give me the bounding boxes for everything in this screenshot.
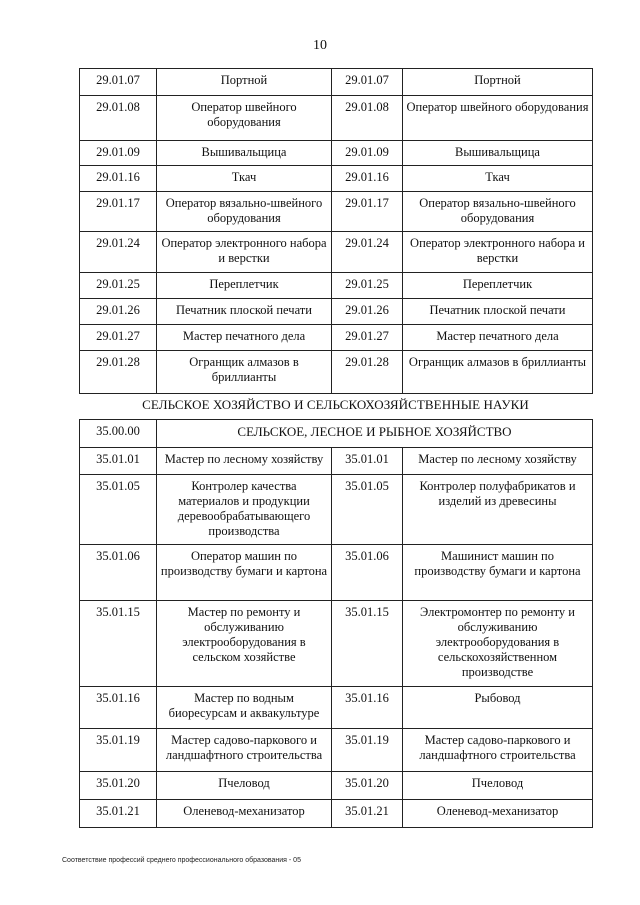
profession-right: Ткач [403, 166, 593, 192]
table-row [80, 232, 593, 273]
code-right: 29.01.07 [332, 69, 403, 96]
code-right: 29.01.27 [332, 325, 403, 351]
profession-left: Пчеловод [157, 772, 332, 800]
profession-right: Оператор вязально-швейного оборудования [403, 192, 593, 232]
table-row [80, 351, 593, 394]
table-row [80, 729, 593, 772]
profession-right: Вышивальщица [403, 141, 593, 166]
table-row [80, 325, 593, 351]
code-left: 29.01.27 [80, 325, 157, 351]
page-footer: Соответствие профессий среднего профессионального образования - 05 [62, 857, 301, 864]
code-right: 29.01.09 [332, 141, 403, 166]
code-right: 29.01.26 [332, 299, 403, 325]
profession-left: Мастер по лесному хозяйству [157, 448, 332, 475]
table-row [80, 772, 593, 800]
profession-left: Мастер по водным биоресурсам и аквакультуре [157, 687, 332, 729]
section-heading: СЕЛЬСКОЕ ХОЗЯЙСТВО И СЕЛЬСКОХОЗЯЙСТВЕННЫЕ НАУКИ [142, 397, 529, 412]
code-left: 35.01.20 [80, 772, 157, 800]
code-left: 35.01.19 [80, 729, 157, 772]
table-row [80, 800, 593, 828]
profession-right: Огранщик алмазов в бриллианты [403, 351, 593, 394]
profession-left: Портной [157, 69, 332, 96]
table-row [80, 545, 593, 601]
profession-right: Мастер по лесному хозяйству [403, 448, 593, 475]
table-row [80, 141, 593, 166]
table-row [80, 273, 593, 299]
code-right: 35.01.16 [332, 687, 403, 729]
professions-table-top [79, 68, 593, 394]
profession-left: Печатник плоской печати [157, 299, 332, 325]
code-right: 35.01.19 [332, 729, 403, 772]
code-right: 29.01.08 [332, 96, 403, 141]
profession-left: Контролер качества материалов и продукции деревообрабатывающего производства [157, 475, 332, 545]
profession-left: Мастер по ремонту и обслуживанию электрооборудования в сельском хозяйстве [157, 601, 332, 687]
code-left: 35.01.16 [80, 687, 157, 729]
code-right: 29.01.17 [332, 192, 403, 232]
profession-right: Мастер садово-паркового и ландшафтного строительства [403, 729, 593, 772]
profession-left: Мастер садово-паркового и ландшафтного строительства [157, 729, 332, 772]
profession-left: Вышивальщица [157, 141, 332, 166]
code-right: 35.01.01 [332, 448, 403, 475]
code-left: 35.01.06 [80, 545, 157, 601]
code-right: 35.01.05 [332, 475, 403, 545]
group-title: СЕЛЬСКОЕ, ЛЕСНОЕ И РЫБНОЕ ХОЗЯЙСТВО [157, 420, 593, 448]
profession-left: Ткач [157, 166, 332, 192]
profession-right: Электромонтер по ремонту и обслуживанию электрооборудования в сельскохозяйственном производстве [403, 601, 593, 687]
profession-left: Оператор вязально-швейного оборудования [157, 192, 332, 232]
code-left: 29.01.28 [80, 351, 157, 394]
code-left: 29.01.07 [80, 69, 157, 96]
code-right: 35.01.21 [332, 800, 403, 828]
code-right: 29.01.16 [332, 166, 403, 192]
code-right: 29.01.25 [332, 273, 403, 299]
code-left: 29.01.24 [80, 232, 157, 273]
profession-left: Мастер печатного дела [157, 325, 332, 351]
code-right: 35.01.15 [332, 601, 403, 687]
table-row [80, 69, 593, 96]
profession-left: Огранщик алмазов в бриллианты [157, 351, 332, 394]
table-row [80, 687, 593, 729]
profession-right: Контролер полуфабрикатов и изделий из древесины [403, 475, 593, 545]
code-right: 29.01.24 [332, 232, 403, 273]
group-code: 35.00.00 [80, 420, 157, 448]
profession-right: Оператор электронного набора и верстки [403, 232, 593, 273]
table-row [80, 448, 593, 475]
table-row [80, 166, 593, 192]
table-row [80, 192, 593, 232]
profession-right: Оленевод-механизатор [403, 800, 593, 828]
profession-right: Мастер печатного дела [403, 325, 593, 351]
code-left: 35.01.15 [80, 601, 157, 687]
code-left: 29.01.08 [80, 96, 157, 141]
code-left: 29.01.16 [80, 166, 157, 192]
code-right: 35.01.06 [332, 545, 403, 601]
profession-left: Оператор электронного набора и верстки [157, 232, 332, 273]
page-number: 10 [313, 38, 327, 53]
profession-right: Портной [403, 69, 593, 96]
code-left: 29.01.25 [80, 273, 157, 299]
code-left: 29.01.17 [80, 192, 157, 232]
profession-left: Переплетчик [157, 273, 332, 299]
code-right: 29.01.28 [332, 351, 403, 394]
table-row [80, 96, 593, 141]
code-right: 35.01.20 [332, 772, 403, 800]
code-left: 35.01.01 [80, 448, 157, 475]
table-row [80, 299, 593, 325]
code-left: 35.01.05 [80, 475, 157, 545]
profession-right: Пчеловод [403, 772, 593, 800]
profession-right: Рыбовод [403, 687, 593, 729]
profession-left: Оператор машин по производству бумаги и картона [157, 545, 332, 601]
profession-left: Оператор швейного оборудования [157, 96, 332, 141]
professions-table-bottom [79, 419, 593, 828]
table-row [80, 475, 593, 545]
profession-right: Переплетчик [403, 273, 593, 299]
code-left: 35.01.21 [80, 800, 157, 828]
code-left: 29.01.26 [80, 299, 157, 325]
table-row [80, 601, 593, 687]
profession-left: Оленевод-механизатор [157, 800, 332, 828]
profession-right: Оператор швейного оборудования [403, 96, 593, 141]
profession-right: Печатник плоской печати [403, 299, 593, 325]
profession-right: Машинист машин по производству бумаги и картона [403, 545, 593, 601]
code-left: 29.01.09 [80, 141, 157, 166]
group-row [80, 420, 593, 448]
